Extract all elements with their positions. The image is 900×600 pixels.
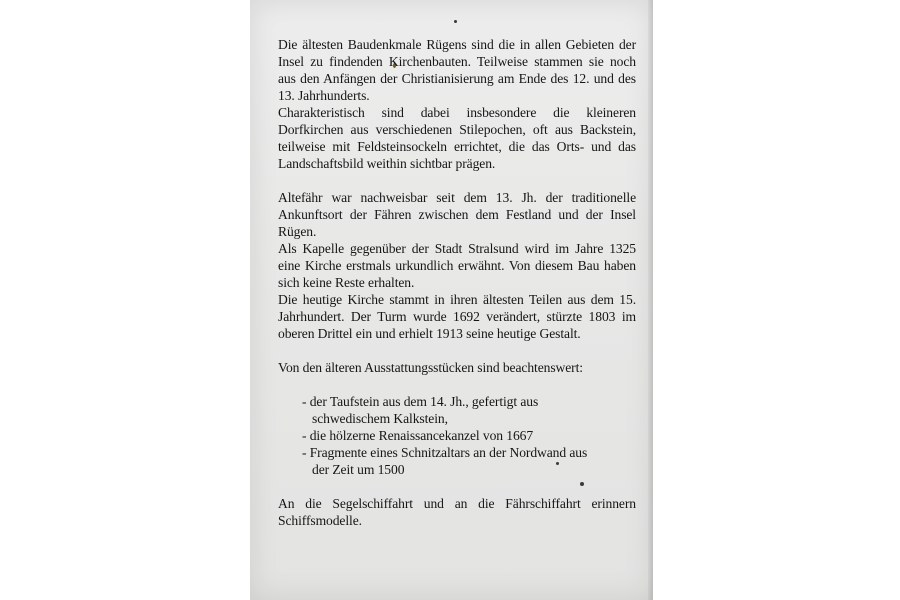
sign-text xyxy=(278,36,636,529)
list-item-line: - Fragmente eines Schnitzaltars an der Nordwand aus xyxy=(302,445,588,460)
paragraph: Charakteristisch sind dabei insbesondere die kleineren Dorfkirchen aus verschiedenen Stilepochen, oft aus Backstein, teilweise mit Feldsteinsockeln errichtet, die das Orts- und das Landschaftsbild weithin sichtbar prägen. xyxy=(278,105,636,171)
list-intro: Von den älteren Ausstattungsstücken sind beachtenswert: xyxy=(278,360,583,375)
list-item-line: - der Taufstein aus dem 14. Jh., gefertigt aus xyxy=(302,394,539,409)
list-item-line: der Zeit um 1500 xyxy=(312,462,405,477)
board-edge-shadow xyxy=(648,0,653,600)
board-speck xyxy=(454,20,457,23)
paragraph: Altefähr war nachweisbar seit dem 13. Jh. der traditionelle Ankunftsort der Fähren zwischen dem Festland und der Insel Rügen. xyxy=(278,190,636,239)
furnishings-list xyxy=(278,393,636,478)
closing-paragraph: An die Segelschiffahrt und an die Fährschiffahrt erinnern Schiffsmodelle. xyxy=(278,496,636,528)
list-item xyxy=(302,427,636,444)
list-item-line: - die hölzerne Renaissancekanzel von 1667 xyxy=(302,428,534,443)
list-item xyxy=(302,444,636,478)
paragraph: Die ältesten Baudenkmale Rügens sind die in allen Gebieten der Insel zu findenden Kirchenbauten. Teilweise stammen sie noch aus den Anfängen der Christianisierung am Ende des 12. und des 13. Jahrhunderts. xyxy=(278,37,636,103)
list-item-line: schwedischem Kalkstein, xyxy=(312,411,448,426)
paragraph: Als Kapelle gegenüber der Stadt Stralsund wird im Jahre 1325 eine Kirche erstmals urkundlich erwähnt. Von diesem Bau haben sich keine Reste erhalten. xyxy=(278,241,636,290)
paragraph: Die heutige Kirche stammt in ihren ältesten Teilen aus dem 15. Jahrhundert. Der Turm wurde 1692 verändert, stürzte 1803 im oberen Drittel ein und erhielt 1913 seine heutige Gestalt. xyxy=(278,292,636,341)
list-item xyxy=(302,393,636,427)
